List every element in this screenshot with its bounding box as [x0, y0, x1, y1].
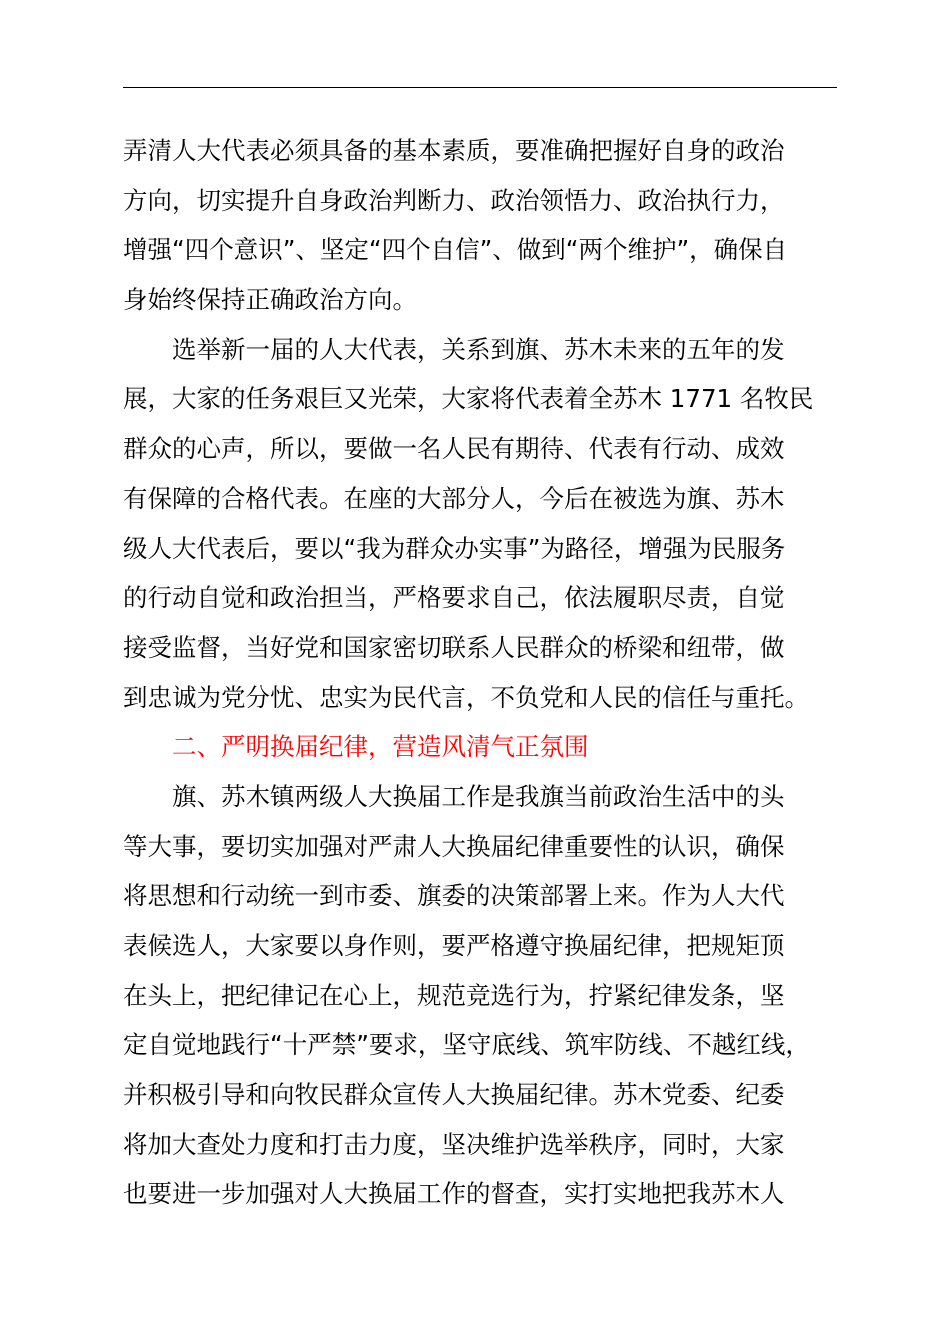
document-body	[123, 126, 863, 1219]
text-line: 身始终保持正确政治方向。	[123, 285, 417, 315]
paragraph-start-line: 旗、苏木镇两级人大换届工作是我旗当前政治生活中的头	[172, 781, 785, 811]
text-line: 群众的心声，所以，要做一名人民有期待、代表有行动、成效	[123, 434, 785, 464]
text-line: 展，大家的任务艰巨又光荣，大家将代表着全苏木 1771 名牧民	[123, 384, 814, 414]
text-line: 的行动自觉和政治担当，严格要求自己，依法履职尽责，自觉	[123, 583, 785, 613]
paragraph-start-line: 选举新一届的人大代表，关系到旗、苏木未来的五年的发	[172, 334, 785, 364]
text-line: 在头上，把纪律记在心上，规范竞选行为，拧紧纪律发条，坚	[123, 980, 785, 1010]
text-line: 定自觉地践行“十严禁”要求，坚守底线、筑牢防线、不越红线，	[123, 1030, 810, 1060]
text-line: 并积极引导和向牧民群众宣传人大换届纪律。苏木党委、纪委	[123, 1080, 785, 1110]
header-rule	[123, 87, 837, 88]
text-line: 接受监督，当好党和国家密切联系人民群众的桥梁和纽带，做	[123, 632, 785, 662]
text-line: 也要进一步加强对人大换届工作的督查，实打实地把我苏木人	[123, 1179, 785, 1209]
text-line: 表候选人，大家要以身作则，要严格遵守换届纪律，把规矩顶	[123, 931, 785, 960]
text-line: 到忠诚为党分忧、忠实为民代言，不负党和人民的信任与重托。	[123, 682, 809, 712]
text-line: 级人大代表后，要以“我为群众办实事”为路径，增强为民服务	[123, 533, 786, 563]
text-line: 等大事，要切实加强对严肃人大换届纪律重要性的认识，确保	[123, 831, 785, 861]
text-line: 将加大查处力度和打击力度，坚决维护选举秩序，同时，大家	[123, 1129, 785, 1159]
text-line: 方向，切实提升自身政治判断力、政治领悟力、政治执行力，	[123, 185, 785, 215]
text-line: 有保障的合格代表。在座的大部分人，今后在被选为旗、苏木	[123, 483, 785, 513]
section-heading: 二、严明换届纪律，营造风清气正氛围	[172, 732, 589, 762]
text-line: 将思想和行动统一到市委、旗委的决策部署上来。作为人大代	[123, 881, 785, 911]
text-line: 弄清人大代表必须具备的基本素质，要准确把握好自身的政治	[123, 136, 785, 165]
text-line: 增强“四个意识”、坚定“四个自信”、做到“两个维护”，确保自	[123, 235, 788, 265]
